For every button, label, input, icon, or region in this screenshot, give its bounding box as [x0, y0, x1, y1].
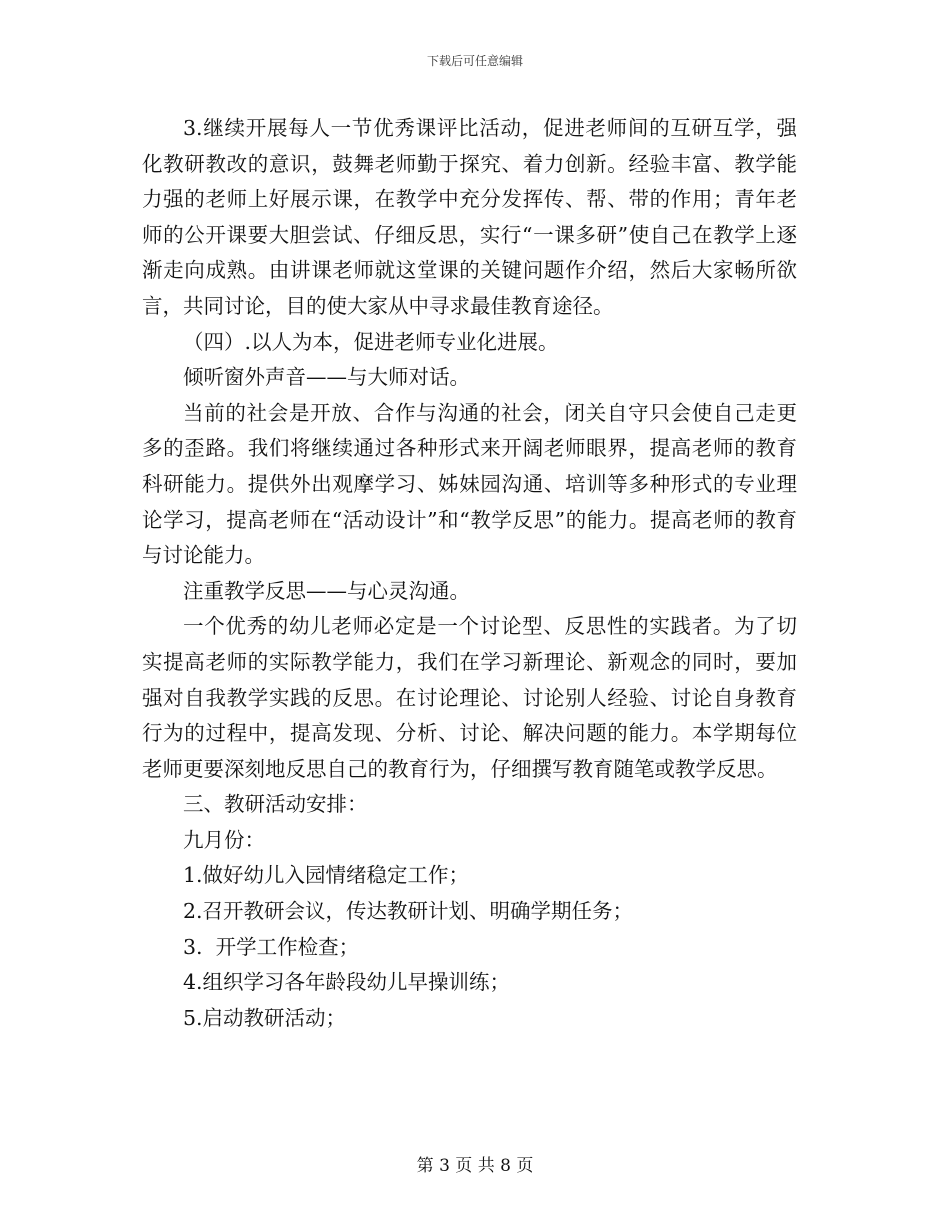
subheading-teaching-reflection: 注重教学反思——与心灵沟通。: [183, 578, 470, 603]
list-item: 3. 开学工作检查；: [183, 934, 360, 959]
month-heading-september: 九月份：: [183, 827, 265, 852]
list-item: 1.做好幼儿入园情绪稳定工作；: [183, 863, 470, 888]
list-item: 2.召开教研会议，传达教研计划、明确学期任务；: [183, 899, 634, 924]
paragraph-open-society: 当前的社会是开放、合作与沟通的社会，闭关自守只会使自己走更多的歪路。我们将继续通过各种形式来开阔老师眼界，提高老师的教育科研能力。提供外出观摩学习、姊妹园沟通、培训等多种形式的专业理论学习，提高老师在“活动设计”和“教学反思”的能力。提高老师的教育与讨论能力。: [142, 400, 797, 568]
section-heading-people-oriented: （四）.以人为本，促进老师专业化进展。: [183, 329, 559, 354]
page-footer: 第 3 页 共 8 页: [416, 1156, 534, 1176]
section-heading-activity-schedule: 三、教研活动安排：: [183, 792, 368, 817]
list-item: 5.启动教研活动；: [183, 1005, 347, 1030]
list-item: 4.组织学习各年龄段幼儿早操训练；: [183, 970, 511, 995]
paragraph-item-3-excellent-lesson: 3.继续开展每人一节优秀课评比活动，促进老师间的互研互学，强化教研教改的意识，鼓舞老师勤于探究、着力创新。经验丰富、教学能力强的老师上好展示课，在教学中充分发挥传、帮、带的作用；青年老师的公开课要大胆尝试、仔细反思，实行“一课多研”使自己在教学上逐渐走向成熟。由讲课老师就这堂课的关键问题作介绍，然后大家畅所欲言，共同讨论，目的使大家从中寻求最佳教育途径。: [142, 116, 797, 318]
subheading-dialogue-with-masters: 倾听窗外声音——与大师对话。: [183, 365, 470, 390]
document-body: [142, 111, 797, 1036]
paragraph-reflective-practitioner: 一个优秀的幼儿老师必定是一个讨论型、反思性的实践者。为了切实提高老师的实际教学能力，我们在学习新理论、新观念的同时，要加强对自我教学实践的反思。在讨论理论、讨论别人经验、讨论自身教育行为的过程中，提高发现、分析、讨论、解决问题的能力。本学期每位老师更要深刻地反思自己的教育行为，仔细撰写教育随笔或教学反思。: [142, 614, 797, 781]
page-header: 下载后可任意编辑: [426, 54, 523, 68]
